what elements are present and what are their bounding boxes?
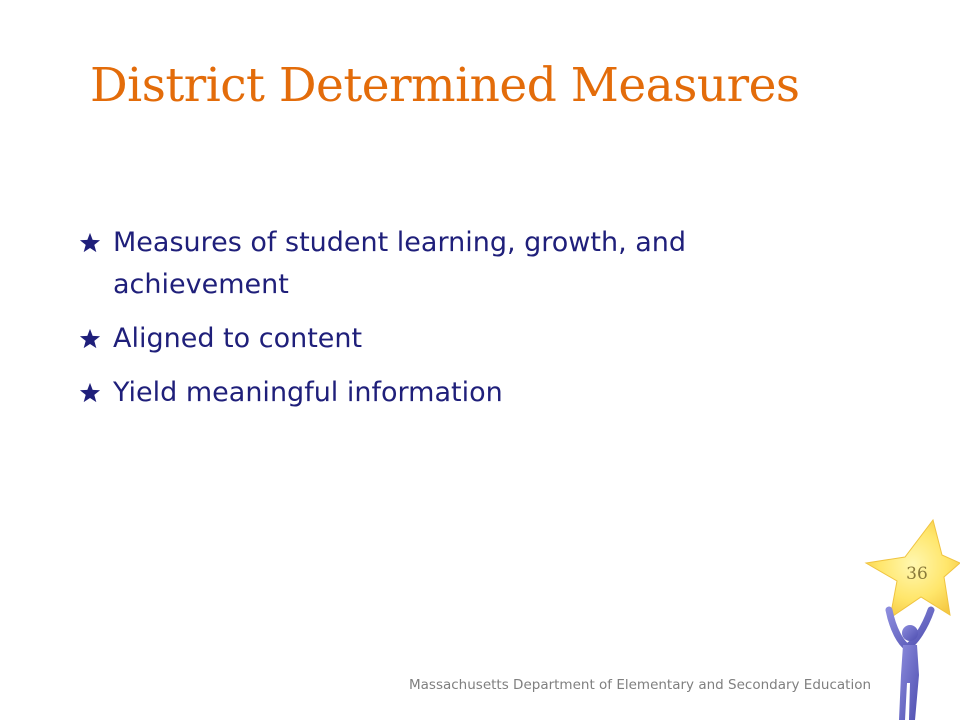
bullet-text: Measures of student learning, growth, and achievement (113, 227, 687, 300)
bullet-list (76, 222, 836, 426)
bullet-item (76, 222, 836, 306)
star-icon (79, 232, 101, 254)
logo-figure-head (902, 625, 918, 641)
bullet-item (76, 372, 836, 414)
star-icon (79, 328, 101, 350)
logo-figure-body (899, 645, 919, 720)
bullet-text: Yield meaningful information (113, 377, 503, 408)
page-number: 36 (906, 564, 928, 584)
footer-text: Massachusetts Department of Elementary and Secondary Education (409, 677, 872, 693)
bullet-text: Aligned to content (113, 323, 363, 354)
slide-title: District Determined Measures (90, 58, 800, 113)
star-icon (79, 382, 101, 404)
bullet-item (76, 318, 836, 360)
